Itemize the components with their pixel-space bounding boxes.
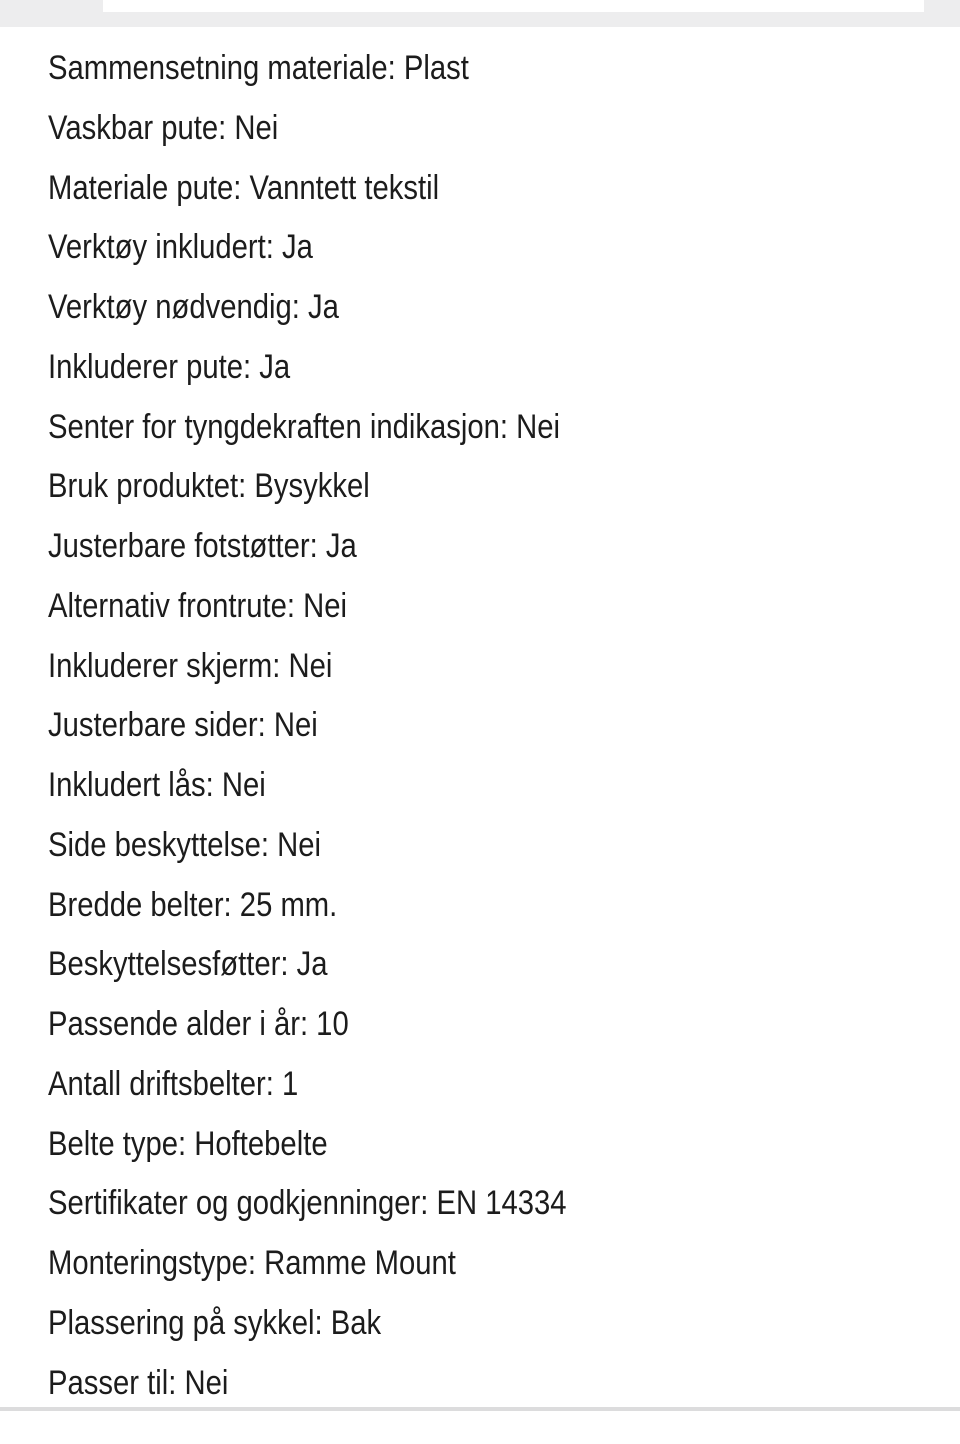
spec-item-center-of-gravity: Senter for tyngdekraften indikasjon: Nei xyxy=(48,407,560,446)
spec-item-material: Sammensetning materiale: Plast xyxy=(48,49,469,87)
spec-item-adjustable-sides: Justerbare sider: Nei xyxy=(48,706,318,745)
product-specification-panel xyxy=(0,27,960,1407)
spec-item-adjustable-footrests: Justerbare fotstøtter: Ja xyxy=(48,527,357,565)
spec-item-includes-cushion: Inkluderer pute: Ja xyxy=(48,347,291,386)
spec-item-tools-required: Verktøy nødvendig: Ja xyxy=(48,288,339,326)
spec-item-number-of-belts: Antall driftsbelter: 1 xyxy=(48,1064,299,1103)
spec-item-included-lock: Inkludert lås: Nei xyxy=(48,766,266,804)
spec-item-includes-screen: Inkluderer skjerm: Nei xyxy=(48,646,333,685)
spec-item-alternative-windshield: Alternativ frontrute: Nei xyxy=(48,586,348,625)
spec-item-belt-width: Bredde belter: 25 mm. xyxy=(48,885,338,924)
previous-card-edge xyxy=(103,0,924,12)
spec-item-side-protection: Side beskyttelse: Nei xyxy=(48,825,322,864)
spec-item-suitable-age: Passende alder i år: 10 xyxy=(48,1005,349,1043)
bottom-area xyxy=(0,1411,960,1444)
spec-item-certificates: Sertifikater og godkjenninger: EN 14334 xyxy=(48,1184,567,1223)
spec-item-washable-cushion: Vaskbar pute: Nei xyxy=(48,108,279,147)
spec-item-bike-placement: Plassering på sykkel: Bak xyxy=(48,1303,382,1342)
spec-item-mounting-type: Monteringstype: Ramme Mount xyxy=(48,1244,456,1282)
spec-item-belt-type: Belte type: Hoftebelte xyxy=(48,1124,328,1163)
spec-item-tools-included: Verktøy inkludert: Ja xyxy=(48,228,313,267)
spec-item-fits: Passer til: Nei xyxy=(48,1363,229,1402)
spec-item-cushion-material: Materiale pute: Vanntett tekstil xyxy=(48,168,440,207)
spec-list xyxy=(48,39,651,1413)
spec-item-protective-feet: Beskyttelsesføtter: Ja xyxy=(48,945,328,984)
spec-item-product-use: Bruk produktet: Bysykkel xyxy=(48,467,370,506)
